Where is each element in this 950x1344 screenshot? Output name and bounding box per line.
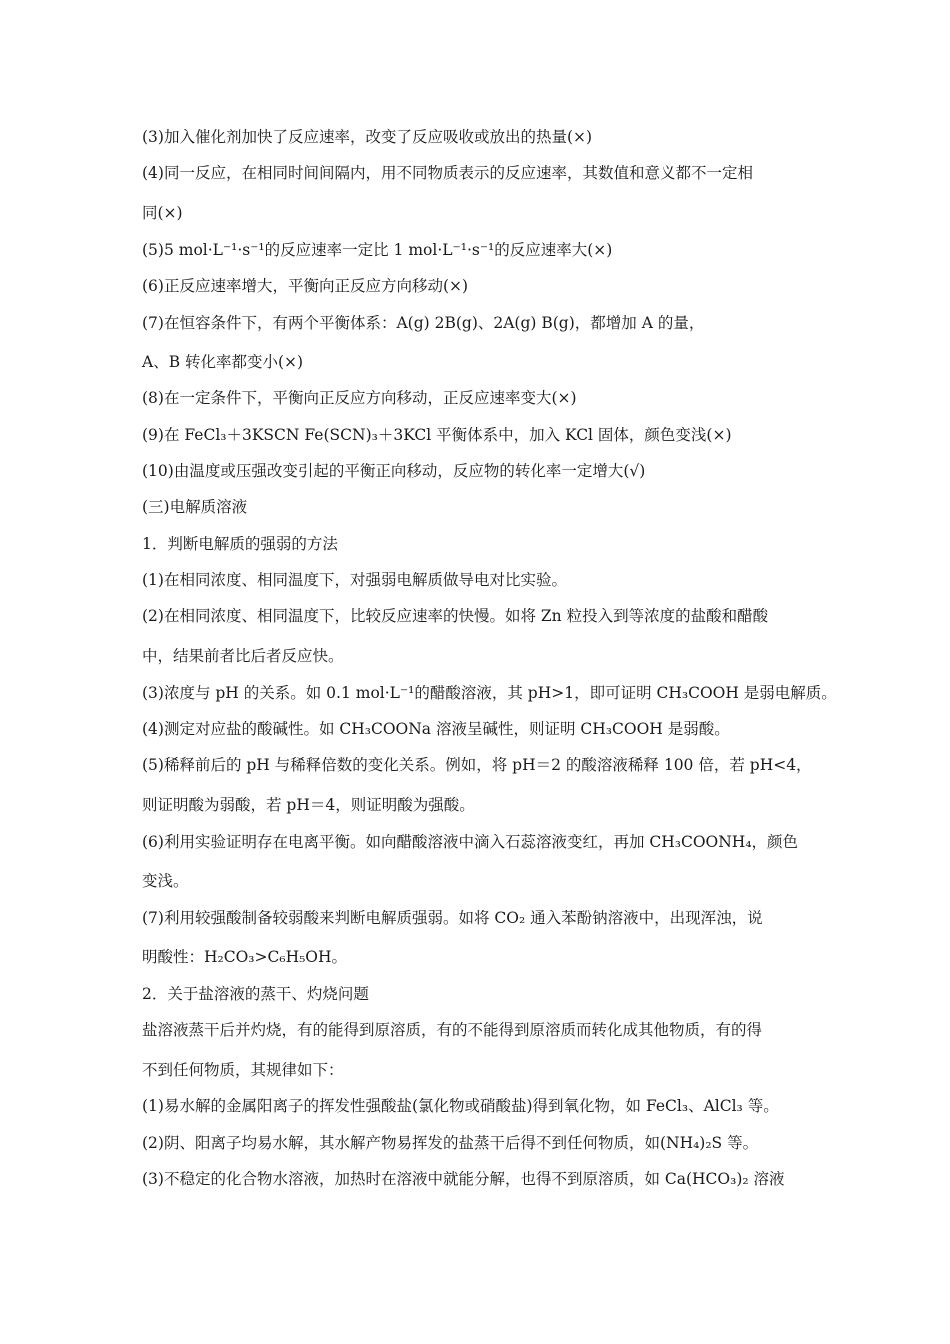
text-line: (7)利用较强酸制备较弱酸来判断电解质强弱。如将 CO₂ 通入苯酚钠溶液中，出现浑浊，说 [142,909,763,927]
text-line: (3)浓度与 pH 的关系。如 0.1 mol·L⁻¹的醋酸溶液，其 pH>1，即可证明 CH₃COOH 是弱电解质。 [142,684,837,702]
subsection-heading: 2．关于盐溶液的蒸干、灼烧问题 [142,985,369,1003]
text-line: (6)利用实验证明存在电离平衡。如向醋酸溶液中滴入石蕊溶液变红，再加 CH₃COONH₄，颜色 [142,833,799,851]
text-line: (6)正反应速率增大，平衡向正反应方向移动(×) [142,277,469,295]
text-line: 变浅。 [142,872,189,890]
section-heading: (三)电解质溶液 [142,498,248,516]
text-line: 同(×) [142,204,183,222]
text-line: (2)在相同浓度、相同温度下，比较反应速率的快慢。如将 Zn 粒投入到等浓度的盐酸和醋酸 [142,607,769,625]
text-line: 盐溶液蒸干后并灼烧，有的能得到原溶质，有的不能得到原溶质而转化成其他物质，有的得 [142,1021,763,1039]
subsection-heading: 1．判断电解质的强弱的方法 [142,535,338,553]
text-line: (7)在恒容条件下，有两个平衡体系：A(g) 2B(g)、2A(g) B(g)，都增加 A 的量， [142,314,705,332]
text-line: (3)不稳定的化合物水溶液，加热时在溶液中就能分解，也得不到原溶质，如 Ca(HCO₃)₂ 溶液 [142,1170,785,1188]
text-line: (2)阴、阳离子均易水解，其水解产物易挥发的盐蒸干后得不到任何物质，如(NH₄)₂S 等。 [142,1134,759,1152]
text-line: 不到任何物质，其规律如下： [142,1061,344,1079]
text-line: (5)5 mol·L⁻¹·s⁻¹的反应速率一定比 1 mol·L⁻¹·s⁻¹的反应速率大(×) [142,241,613,259]
text-line: (1)在相同浓度、相同温度下，对强弱电解质做导电对比实验。 [142,571,567,589]
text-line: 中，结果前者比后者反应快。 [142,647,344,665]
text-line: (4)测定对应盐的酸碱性。如 CH₃COONa 溶液呈碱性，则证明 CH₃COOH 是弱酸。 [142,720,730,738]
text-line: (10)由温度或压强改变引起的平衡正向移动，反应物的转化率一定增大(√) [142,462,646,480]
text-line: 则证明酸为弱酸，若 pH＝4，则证明酸为强酸。 [142,796,475,814]
text-line: (3)加入催化剂加快了反应速率，改变了反应吸收或放出的热量(×) [142,128,593,146]
text-line: (8)在一定条件下，平衡向正反应方向移动，正反应速率变大(×) [142,389,577,407]
text-line: (1)易水解的金属阳离子的挥发性强酸盐(氯化物或硝酸盐)得到氧化物，如 FeCl₃、AlCl₃ 等。 [142,1097,779,1115]
text-line: (5)稀释前后的 pH 与稀释倍数的变化关系。例如，将 pH＝2 的酸溶液稀释 100 倍，若 pH<4， [142,756,812,774]
text-line: 明酸性：H₂CO₃>C₆H₅OH。 [142,948,348,966]
text-line: (4)同一反应，在相同时间间隔内，用不同物质表示的反应速率，其数值和意义都不一定相 [142,164,753,182]
text-line: (9)在 FeCl₃＋3KSCN Fe(SCN)₃＋3KCl 平衡体系中，加入 KCl 固体，颜色变浅(×) [142,426,732,444]
text-line: A、B 转化率都变小(×) [142,353,304,371]
